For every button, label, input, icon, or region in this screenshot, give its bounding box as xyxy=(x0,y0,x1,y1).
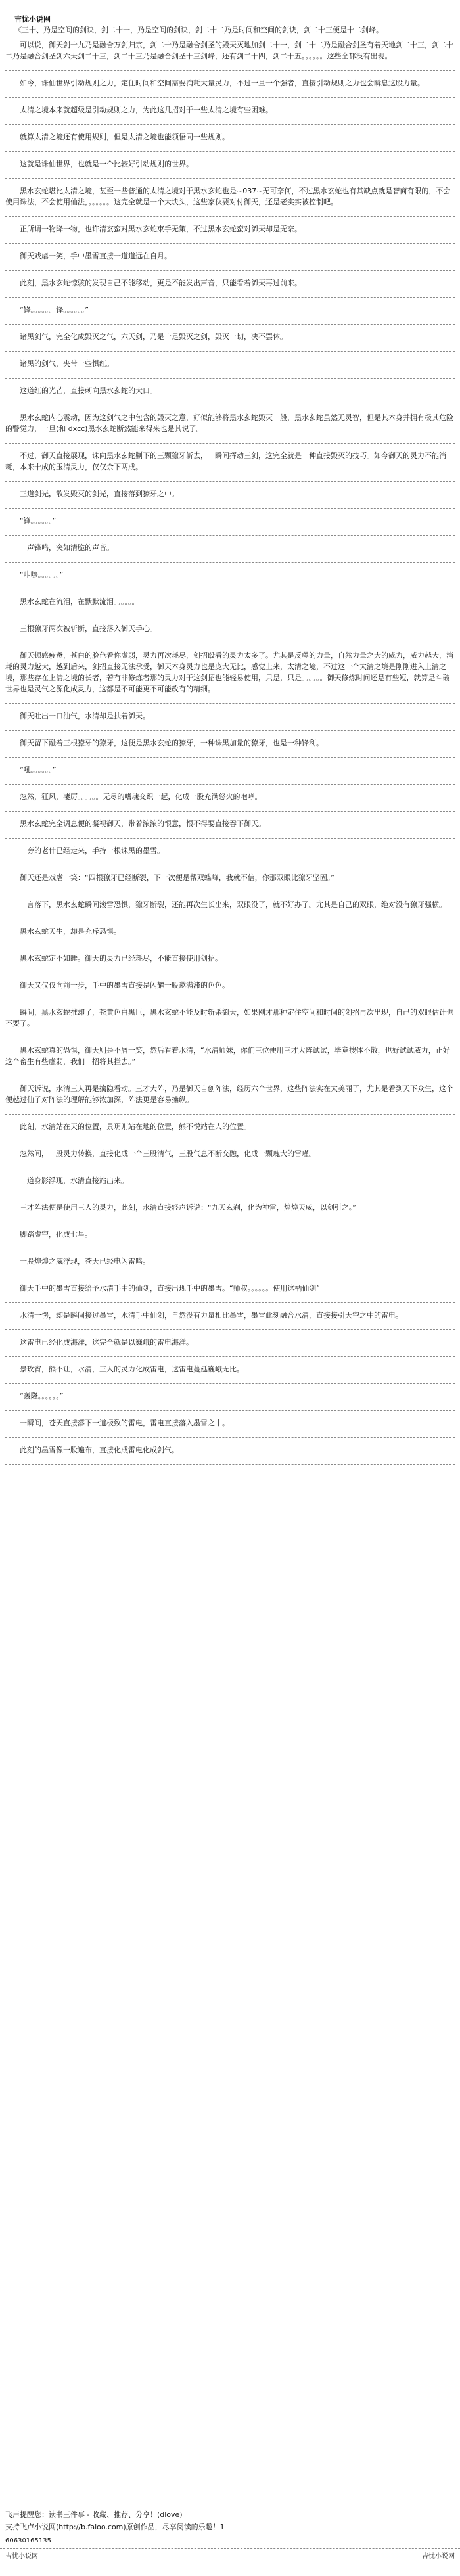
source-link[interactable]: 支持飞卢小说网(http://b.faloo.com)原创作品，尽享阅读的乐趣！1 xyxy=(5,2523,225,2531)
dashed-divider xyxy=(5,351,455,352)
paragraph: 脚踏虚空，化成七星。 xyxy=(20,1230,92,1239)
dashed-divider xyxy=(5,757,455,758)
paragraph: 忽然间，一股灵力转换，直接化成一个三股清气，三股气息不断交融，化成一颗瑰大的雷瑾。 xyxy=(20,1149,316,1158)
paragraph: 黑水玄蛇堪比太清之境，甚至一些普通的太清之境对于黑水玄蛇也是~037~无可奈何，不过黑水玄蛇也有其缺点就是智商有限的，不会使用诛法，不会使用仙法，。。。。。。这完全就是一个大块头，这些家伙要对付御天，还是老实实被控制吧。 xyxy=(5,187,451,206)
dashed-divider xyxy=(5,178,455,179)
dashed-divider xyxy=(5,324,455,325)
paragraph: 御天又仅仅向前一步，手中的墨雪直接是闪耀一股邀满滞的色色。 xyxy=(20,981,229,990)
dashed-divider xyxy=(5,1437,455,1438)
paragraph: 一旁的老什已经走来，手持一根诛黑的墨雪。 xyxy=(20,846,164,855)
bottom-site-right: 吉忧小说网 xyxy=(422,2553,455,2560)
chapter-content xyxy=(5,39,455,1471)
dashed-divider xyxy=(5,508,455,509)
dashed-divider xyxy=(5,216,455,217)
paragraph: 御天吐出一口油气，水清却是扶着御天。 xyxy=(20,712,150,720)
dashed-divider xyxy=(5,378,455,379)
paragraph: “吼。。。。。。” xyxy=(20,766,57,774)
paragraph: “锋。。。。。。” xyxy=(20,517,57,525)
dashed-divider xyxy=(5,1383,455,1384)
paragraph: 御天顿感疲惫，苍白的脸色看你虚弱，灵力再次耗尽，剑招殴看的灵力太多了。尤其是反噬的力量，自然力量之大的威力，威力越大，消耗的灵力越大，越到后来，剑招直接无法承受，御天本身灵力也是庞大无比，感觉上来，太清之境，不过这一个太清之境是刚刚进入上清之境，那些存在上清之境的长者，若有非修炼者那的灵力对于这剑招也能轻易使用，只是，只是。。。。。。御天修炼时间还是有些短，就算是斗破世界也是灵气之源化成灵力，这都是不可能更不可能改有的精细。 xyxy=(5,651,453,693)
dashed-divider xyxy=(5,297,455,298)
paragraph: 这道红的光芒，直接刺向黑水玄蛇的大口。 xyxy=(20,386,157,395)
paragraph: 三根獠牙两次被斩断，直接落入御天手心。 xyxy=(20,624,157,633)
paragraph: 一瞬间，苍天直接落下一道极致的雷电，雷电直接落入墨雪之中。 xyxy=(20,1419,229,1427)
footer-slogan: 飞卢提醒您：读书三件事 - 收藏、推荐、分享！(dlove) xyxy=(5,2510,183,2519)
paragraph: 这雷电已经化成海洋，这完全就是以巍峨的雷电海洋。 xyxy=(20,1338,193,1346)
dashed-divider xyxy=(5,70,455,71)
paragraph: 御天还是戏虐一笑：“四根獠牙已经断裂，下一次便是帮双蝶峰，我就不信，你那双眼比獠牙坚固。” xyxy=(20,873,334,882)
paragraph: 正所谓一物降一物，也许清玄蛮对黑水玄蛇束手无策，不过黑水玄蛇蛮对御天却是无奈。 xyxy=(20,225,302,233)
dashed-divider xyxy=(5,535,455,536)
dashed-divider xyxy=(5,1302,455,1303)
paragraph: 不过，御天直接展现，诛向黑水玄蛇剿下的三颗獠牙斩去，一瞬间挥动三剑，这完全就是一种直接毁灭的技巧。如今御天的灵力不能消耗，本来十成的玉清灵力，仅仅余下两成。 xyxy=(5,451,446,471)
dashed-divider xyxy=(5,811,455,812)
dashed-divider xyxy=(5,703,455,704)
dashed-divider xyxy=(5,1464,455,1465)
paragraph: 三道剑光，散发毁灭的剑光，直接落到獠牙之中。 xyxy=(20,490,179,498)
paragraph: 这就是诛仙世界，也就是一个比较好引动规则的世界。 xyxy=(20,160,193,168)
paragraph: 三才阵法便是使用三人的灵力，此刻，水清直接轻声诉说：“九天玄刹，化为神雷，煌煌天威，以剑引之。” xyxy=(20,1203,356,1212)
paragraph: 水清一愣，却是瞬间接过墨雪，水清手中仙剑，自然没有力量相比墨雪，墨雪此刻融合水清，直接接引天空之中的雷电。 xyxy=(20,1311,403,1320)
dashed-divider xyxy=(5,97,455,98)
paragraph: “锋。。。。。。锋。。。。。。” xyxy=(20,306,89,314)
dashed-divider xyxy=(5,562,455,563)
dashed-divider xyxy=(5,1329,455,1330)
bottom-bar xyxy=(0,2548,460,2565)
header-intro: 《三十、乃是空间的剑诀，剑二十一，乃是空间的剑诀，剑二十二乃是时间和空间的剑诀，剑二十三便是十二剑峰。 xyxy=(14,26,383,34)
paragraph: 此刻，水清站在天的位置，景玥则站在地的位置，熊不悦站在人的位置。 xyxy=(20,1122,251,1131)
paragraph: “轰隆。。。。。。” xyxy=(20,1392,64,1400)
paragraph: 一股煌煌之威浮现，苍天已经电闪雷鸣。 xyxy=(20,1257,150,1266)
dashed-divider xyxy=(5,151,455,152)
paragraph: 此刻的墨雪像一股遍布，直接化成雷电化成剑气。 xyxy=(20,1446,179,1454)
paragraph: 黑水玄蛇内心震动，因为这剑气之中包含的毁灭之意，好似能够将黑水玄蛇毁灭一般，黑水玄蛇虽然无灵智，但是其本身并拥有极其危险的警觉力，一旦(和 dxcc)黑水玄蛇断然能来得来也是其说了。 xyxy=(5,413,453,433)
paragraph: 御天戏虐一笑，手中墨雪直接一道道远在自月。 xyxy=(20,252,172,260)
paragraph: 黑水玄蛇真的恐惧，御天则是不屑一笑，然后看着水清，“水清师妹，你们三位便用三才大阵试试，毕竟搜体不散，也好试试威力，正好这个畜生有些虚弱，我们一招将其拦去。” xyxy=(5,1046,450,1066)
paragraph: 一声锋鸣，突如清脆的声音。 xyxy=(20,543,114,552)
paragraph: 如今，诛仙世界引动规则之力，定住时间和空间需要消耗大量灵力，不过一旦一个强者，直接引动规则之力也会瞬息这股力量。 xyxy=(20,79,425,87)
paragraph: 黑水玄蛇定不如睡。御天的灵力已经耗尽，不能直接使用剑招。 xyxy=(20,954,222,963)
dashed-divider xyxy=(5,481,455,482)
paragraph: 此刻，黑水玄蛇惊骇的发现自己不能移动，更是不能发出声音，只能看着御天再过前来。 xyxy=(20,279,302,287)
paragraph: 瞬间，黑水玄蛇推却了，苍黄色白黑巨，黑水玄蛇不能及时斩杀御天，如果刚才那种定住空间和时间的剑招再次出现，自己的双眼估计也不要了。 xyxy=(5,1008,453,1028)
paragraph: “咔嚓。。。。。。” xyxy=(20,570,64,579)
dashed-divider xyxy=(5,443,455,444)
paragraph: 就算太清之境还有使用规则，但是太清之境也能领悟同一些规则。 xyxy=(20,133,229,141)
paragraph: 景玫宵，熊不让，水清，三人的灵力化成雷电，这雷电蔓延巍峨无比。 xyxy=(20,1365,244,1373)
paragraph: 黑水玄蛇在流泪，在默默流泪。。。。。。 xyxy=(20,597,139,606)
paragraph: 御天诉说，水清三人再是擒隐看动。三才大阵，乃是御天自创阵法，经历六个世界，这些阵法实在太美丽了，尤其是看到天下众生，这个便越过仙子对阵法的理解能够浓加深，阵法更是容易操纵。 xyxy=(5,1084,453,1104)
dashed-divider xyxy=(5,730,455,731)
paragraph: 御天手中的墨雪直接给予水清手中的仙剑，直接出现手中的墨雪。“师叔。。。。。。使用这柄仙剑” xyxy=(20,1284,320,1293)
paragraph: 一道身影浮现，水清直接站出来。 xyxy=(20,1176,128,1185)
dashed-divider xyxy=(5,1356,455,1357)
dashed-divider xyxy=(5,243,455,244)
paragraph: 忽然，狂风，凄厉。。。。。。无尽的嗜魂交织一起，化成一股充满怒火的咆哮。 xyxy=(20,793,262,801)
paragraph: 御天留下融着三根獠牙的獠牙，这便是黑水玄蛇的獠牙，一种诛黑加量的獠牙，也是一种锋利。 xyxy=(20,739,323,747)
dashed-divider xyxy=(5,838,455,839)
dashed-divider xyxy=(5,1410,455,1411)
bottom-site-left: 吉忧小说网 xyxy=(5,2553,38,2560)
paragraph: 黑水玄蛇完全调息便的凝视御天，带着浓浓的恨意，恨不得要直接吞下御天。 xyxy=(20,819,265,828)
dashed-divider xyxy=(5,270,455,271)
dashed-divider xyxy=(5,124,455,125)
site-name: 吉忧小说网 xyxy=(14,15,51,24)
dashed-divider xyxy=(5,784,455,785)
paragraph: 诸黑的剑气，夹带一些惧红。 xyxy=(20,359,114,368)
dashed-divider xyxy=(5,1114,455,1115)
paragraph: 太清之境本来就超级是引动规则之力，为此这几招对于一些太清之境有些困难。 xyxy=(20,106,273,114)
paragraph: 一言落下，黑水玄蛇瞬间滚雪恐惧，獠牙断裂，还能再次生长出来，双眼没了，就不好办了。尤其是自己的双眼，绝对没有獠牙强横。 xyxy=(20,900,446,909)
chapter-footer xyxy=(5,2509,455,2533)
paragraph: 黑水玄蛇天生，却是充斥恐惧。 xyxy=(20,927,121,936)
paragraph: 诸黑剑气，完全化成毁灭之气，六天剑，乃是十足毁灭之剑，毁灭一切，决不罢休。 xyxy=(20,333,287,341)
chapter-number: 60630165135 xyxy=(5,2537,51,2544)
paragraph: 可以说，御天剑十九乃是融合万剑归宗，剑二十乃是融合剑圣的毁天灭地加剑二十一，剑二十二乃是融合剑圣有着天地剑二十三，剑二十二乃是融合剑圣剑六天剑二十三，剑二十三乃是融合剑圣十三剑峰，还有剑二十四，剑二十五。。。。。。这些全都没有出现。 xyxy=(5,41,453,60)
